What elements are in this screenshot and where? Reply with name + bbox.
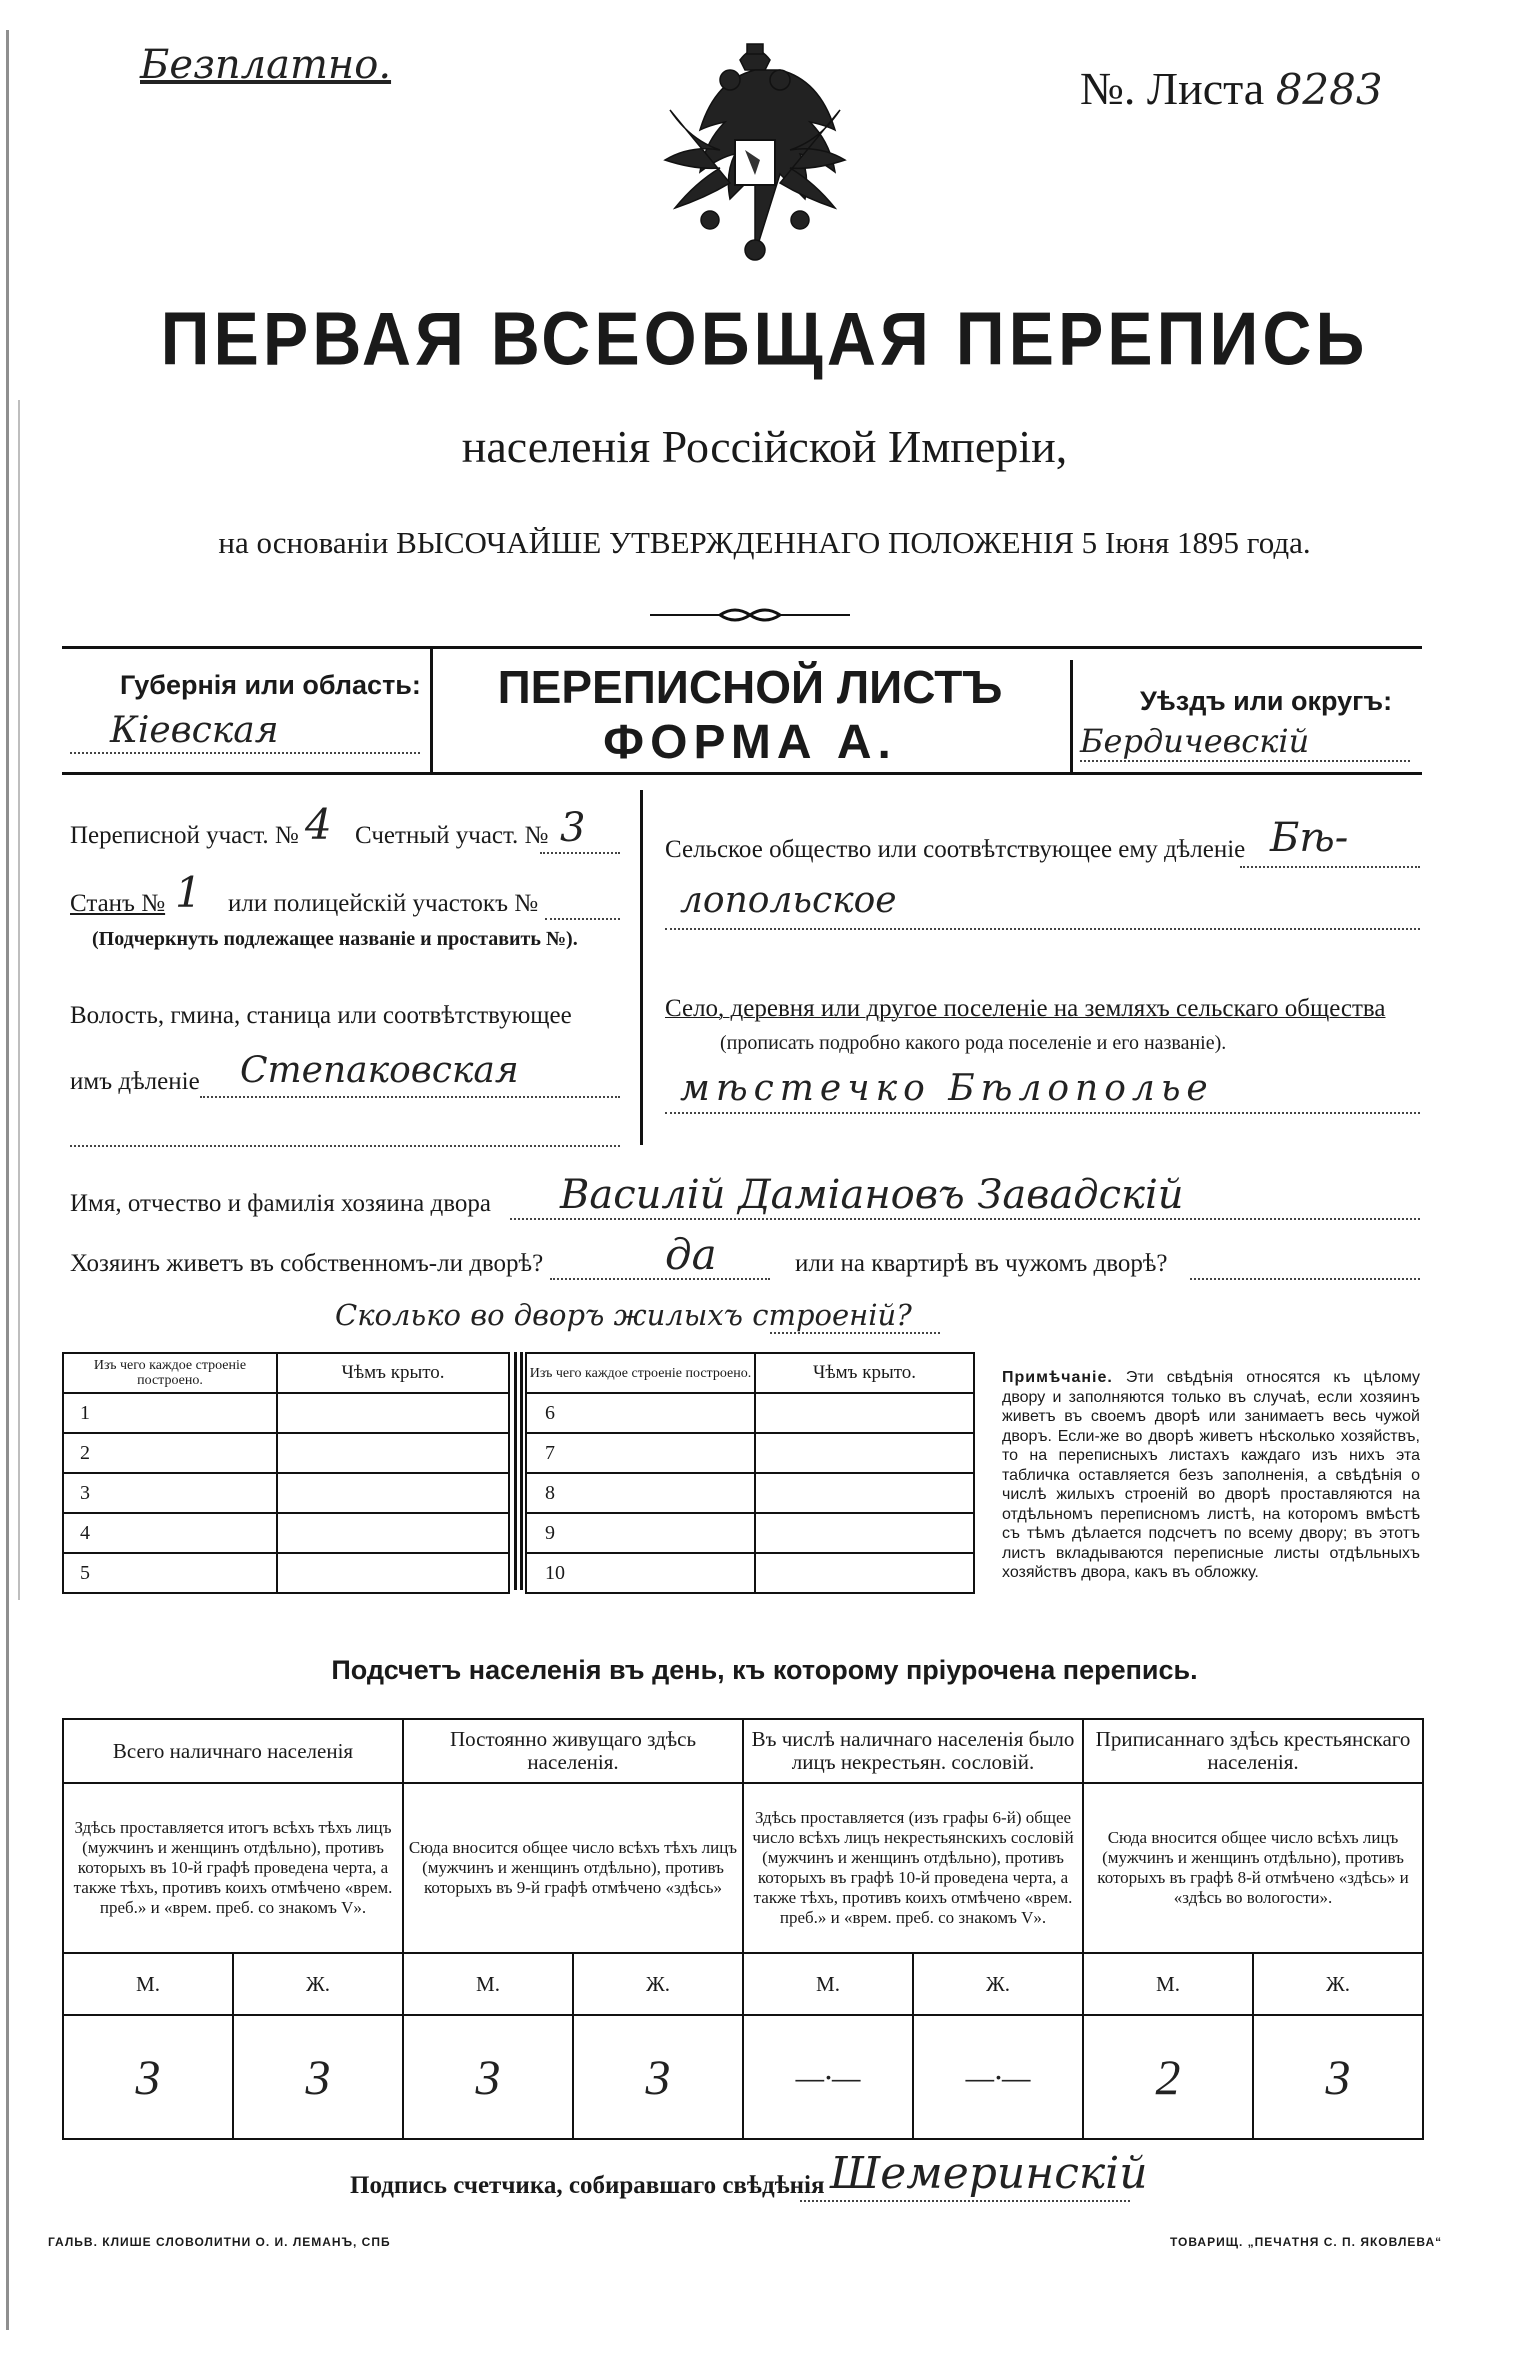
volost-label-1: Волость, гмина, станица или соотвѣтствующее bbox=[70, 1002, 572, 1029]
form-subtitle: ФОРМА А. bbox=[603, 716, 897, 769]
building-row-number: 6 bbox=[526, 1393, 755, 1433]
pop-col-title: Всего наличнаго населенія bbox=[63, 1719, 403, 1783]
building-row-number: 4 bbox=[63, 1513, 277, 1553]
district-value: Бердичевскій bbox=[1080, 722, 1310, 760]
pop-col-desc: Здѣсь проставляется итогъ всѣхъ тѣхъ лицъ (мужчинъ и женщинъ отдѣльно), противъ которыхъ въ 10-й графѣ проведена черта, а также тѣхъ, противъ коихъ отмѣчено «врем. преб.» и «врем. преб. со знакомъ V». bbox=[63, 1783, 403, 1953]
sex-female-header: Ж. bbox=[573, 1953, 743, 2015]
signature-value: Шемеринскій bbox=[830, 2148, 1148, 2199]
population-heading: Подсчетъ населенія въ день, къ которому пріурочена перепись. bbox=[331, 1655, 1198, 1685]
rented-label: или на квартирѣ въ чужомъ дворѣ? bbox=[795, 1250, 1168, 1277]
pop-value: —·— bbox=[913, 2015, 1083, 2139]
scan-edge-mark bbox=[18, 400, 20, 1600]
pop-value: 3 bbox=[63, 2015, 233, 2139]
pop-col-desc: Здѣсь проставляется (изъ графы 6-й) общее число всѣхъ лицъ некрестьянскихъ сословій (мужчинъ и женщинъ отдѣльно), противъ которыхъ въ графѣ 10-й проведена черта, а также тѣхъ, противъ коихъ отмѣчено «врем. преб.» и «врем. преб. со знакомъ V». bbox=[743, 1783, 1083, 1953]
census-district-label: Переписной участ. № bbox=[70, 822, 299, 849]
province-value: Кіевская bbox=[110, 710, 279, 751]
note-title: Примѣчаніе. bbox=[1002, 1369, 1113, 1386]
footer-left: ГАЛЬВ. КЛИШЕ СЛОВОЛИТНИ О. И. ЛЕМАНЪ, СПБ bbox=[48, 2235, 391, 2249]
buildings-double-divider bbox=[514, 1352, 517, 1590]
society-value-1: Бѣ- bbox=[1270, 815, 1349, 861]
pop-value: 2 bbox=[1083, 2015, 1253, 2139]
form-header-bottom-rule bbox=[62, 772, 1422, 775]
form-title: ПЕРЕПИСНОЙ ЛИСТЪ bbox=[497, 661, 1003, 713]
pop-value: 3 bbox=[403, 2015, 573, 2139]
buildings-note bbox=[1002, 1368, 1420, 1583]
census-district-value: 4 bbox=[305, 800, 332, 849]
building-row-number: 10 bbox=[526, 1553, 755, 1593]
pop-value: 3 bbox=[233, 2015, 403, 2139]
sheet-number-label: №. Листа bbox=[1080, 63, 1265, 114]
counting-district-label: Счетный участ. № bbox=[355, 822, 549, 849]
ornament-divider bbox=[650, 605, 850, 625]
col-material-header: Изъ чего каждое строеніе построено. bbox=[526, 1353, 755, 1393]
building-row-number: 2 bbox=[63, 1433, 277, 1473]
sex-female-header: Ж. bbox=[913, 1953, 1083, 2015]
footer-right: ТОВАРИЩ. „ПЕЧАТНЯ С. П. ЯКОВЛЕВА“ bbox=[1170, 2235, 1443, 2249]
basis-line: на основаніи ВЫСОЧАЙШЕ УТВЕРЖДЕННАГО ПОЛОЖЕНІЯ 5 Іюня 1895 года. bbox=[218, 525, 1311, 560]
pop-col-title: Приписаннаго здѣсь крестьянскаго населенія. bbox=[1083, 1719, 1423, 1783]
sheet-number-value: 8283 bbox=[1275, 65, 1383, 114]
col-roof-header: Чѣмъ крыто. bbox=[277, 1353, 509, 1393]
imperial-eagle-emblem bbox=[650, 40, 860, 270]
sex-female-header: Ж. bbox=[233, 1953, 403, 2015]
subtitle: населенія Россійской Имперіи, bbox=[461, 421, 1068, 472]
pop-col-desc: Сюда вносится общее число всѣхъ лицъ (мужчинъ и женщинъ отдѣльно), противъ которыхъ въ графѣ 8-й отмѣчено «здѣсь» и «здѣсь во вологости». bbox=[1083, 1783, 1423, 1953]
society-value-2: лопольское bbox=[680, 880, 897, 921]
village-label: Село, деревня или другое поселеніе на земляхъ сельскаго общества bbox=[665, 995, 1386, 1022]
owner-name-value: Василій Даміановъ Завадскій bbox=[560, 1172, 1184, 1218]
own-yard-label: Хозяинъ живетъ въ собственномъ-ли дворѣ? bbox=[70, 1250, 544, 1277]
village-note: (прописать подробно какого рода поселеніе и его названіе). bbox=[720, 1032, 1227, 1054]
society-label: Сельское общество или соотвѣтствующее ему дѣленіе bbox=[665, 836, 1246, 863]
building-row-number: 1 bbox=[63, 1393, 277, 1433]
pop-col-title: Постоянно живущаго здѣсь населенія. bbox=[403, 1719, 743, 1783]
building-row-number: 5 bbox=[63, 1553, 277, 1593]
buildings-table-left bbox=[62, 1352, 510, 1594]
form-header-top-rule bbox=[62, 646, 1422, 649]
counting-district-value: 3 bbox=[560, 805, 586, 851]
building-row-number: 9 bbox=[526, 1513, 755, 1553]
free-label: Безплатно. bbox=[140, 42, 392, 88]
sheet-number bbox=[1080, 62, 1383, 115]
pop-value: —·— bbox=[743, 2015, 913, 2139]
volost-label-2: имъ дѣленіе bbox=[70, 1068, 200, 1095]
population-table bbox=[62, 1718, 1424, 2140]
building-row-number: 7 bbox=[526, 1433, 755, 1473]
sex-male-header: М. bbox=[743, 1953, 913, 2015]
buildings-question: Сколько во дворъ жилыхъ строеній? bbox=[335, 1298, 912, 1332]
building-row-number: 8 bbox=[526, 1473, 755, 1513]
stan-label: Станъ № bbox=[70, 890, 166, 917]
main-title: ПЕРВАЯ ВСЕОБЩАЯ ПЕРЕПИСЬ bbox=[160, 297, 1369, 381]
pop-value: 3 bbox=[573, 2015, 743, 2139]
signature-label: Подпись счетчика, собиравшаго свѣдѣнія bbox=[350, 2172, 825, 2199]
district-label: Уѣздъ или округъ: bbox=[1140, 686, 1393, 716]
sex-male-header: М. bbox=[1083, 1953, 1253, 2015]
pop-col-desc: Сюда вносится общее число всѣхъ тѣхъ лицъ (мужчинъ и женщинъ отдѣльно), противъ которыхъ въ 9-й графѣ отмѣчено «здѣсь» bbox=[403, 1783, 743, 1953]
buildings-table-right bbox=[525, 1352, 975, 1594]
sex-female-header: Ж. bbox=[1253, 1953, 1423, 2015]
stan-value: 1 bbox=[175, 868, 202, 917]
owner-name-label: Имя, отчество и фамилія хозяина двора bbox=[70, 1190, 491, 1217]
form-header-divider-right bbox=[1070, 660, 1073, 774]
police-label: или полицейскій участокъ № bbox=[228, 890, 539, 917]
sex-male-header: М. bbox=[403, 1953, 573, 2015]
volost-value: Степаковская bbox=[240, 1050, 519, 1091]
sex-male-header: М. bbox=[63, 1953, 233, 2015]
pop-value: 3 bbox=[1253, 2015, 1423, 2139]
pop-col-title: Въ числѣ наличнаго населенія было лицъ некрестьян. сословій. bbox=[743, 1719, 1083, 1783]
building-row-number: 3 bbox=[63, 1473, 277, 1513]
field-divider bbox=[640, 790, 643, 1145]
village-value: мѣстечко Бѣлополье bbox=[680, 1068, 1214, 1109]
underline-note: (Подчеркнуть подлежащее названіе и проставить №). bbox=[92, 928, 578, 950]
province-label: Губернія или область: bbox=[120, 670, 421, 700]
note-text: Эти свѣдѣнія относятся къ цѣлому двору и заполняются только въ случаѣ, если хозяинъ живетъ въ своемъ дворѣ или занимаетъ весь чужой дворъ. Если-же во дворѣ живетъ нѣсколько хозяйствъ, то на переписныхъ листахъ каждаго изъ нихъ эта табличка оставляется безъ заполненія, а свѣдѣнія о числѣ жилыхъ строеній во дворѣ проставляются на отдѣльномъ переписномъ листѣ, на которомъ вмѣстѣ съ тѣмъ дѣлается подсчетъ по всему двору; въ этотъ листъ вкладываются переписные листы отдѣльныхъ хозяйствъ двора, какъ въ обложку. bbox=[1002, 1369, 1420, 1581]
col-material-header: Изъ чего каждое строеніе построено. bbox=[63, 1353, 277, 1393]
col-roof-header: Чѣмъ крыто. bbox=[755, 1353, 974, 1393]
buildings-double-divider bbox=[520, 1352, 523, 1590]
own-yard-value: да bbox=[665, 1230, 717, 1279]
